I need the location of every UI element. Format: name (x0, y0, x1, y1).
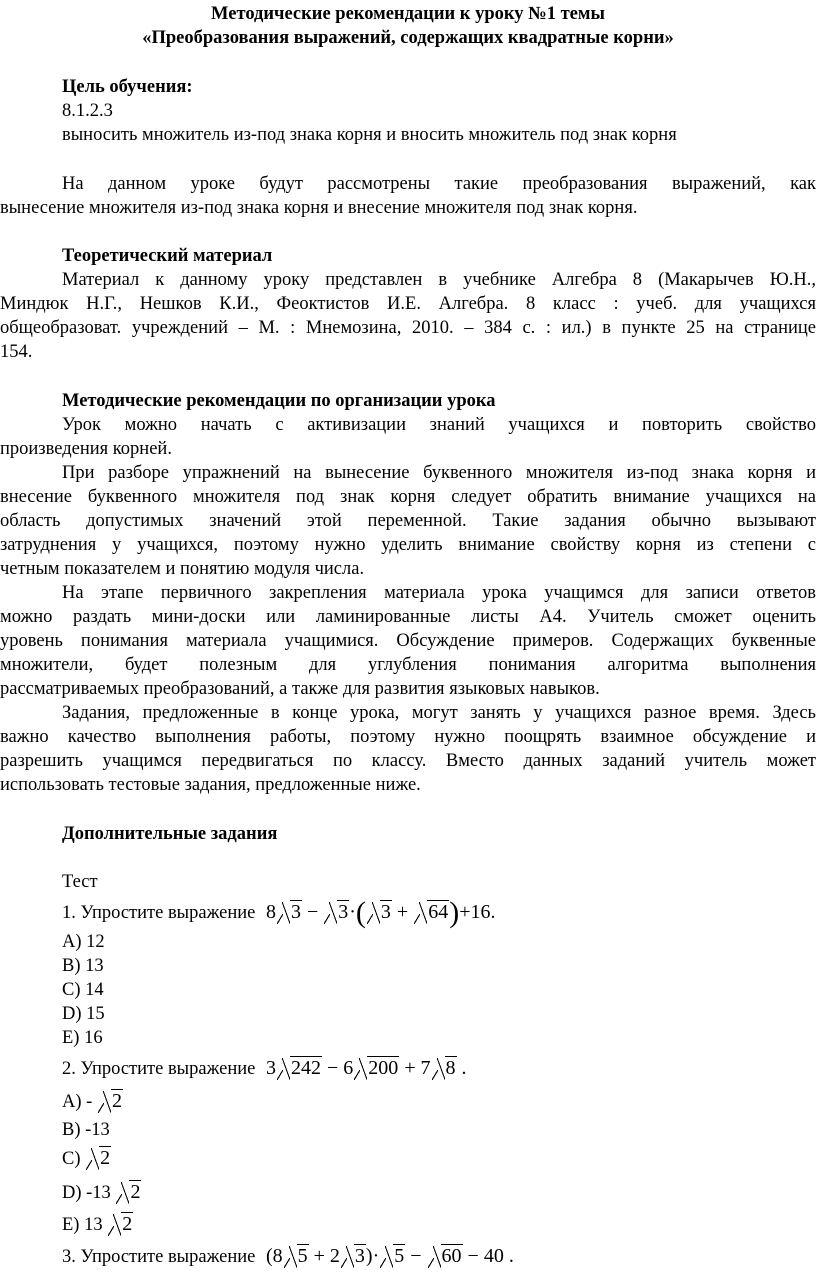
q3-radicand-3: 5 (394, 1245, 405, 1267)
q1-coef: 8 (265, 901, 276, 923)
q2-option-c-radicand: 2 (100, 1147, 111, 1169)
methods-p4-line4: использовать тестовые задания, предложенные ниже. (0, 775, 421, 795)
sqrt-symbol (116, 1180, 141, 1204)
sqrt-symbol (86, 1146, 111, 1170)
q2-option-b (62, 1118, 110, 1142)
theory-line2: Миндюк Н.Г., Нешков К.И., Феоктистов И.Е. Алгебра. 8 класс : учеб. для учащихся (0, 294, 816, 314)
methods-p4-line3: разрешить учащимся передвигаться по классу. Вместо данных заданий учитель может (0, 751, 816, 771)
methods-p3-line2: можно раздать мини-доски или ламинированные листы А4. Учитель сможет оценить (0, 607, 816, 627)
q1-option-d: D) 15 (62, 1004, 105, 1024)
test-label: Тест (62, 872, 98, 892)
q2-option-a-label: A) - (62, 1092, 93, 1112)
goal-code: 8.1.2.3 (62, 101, 113, 121)
q1-rparen: ) (449, 896, 460, 929)
q2-option-a (62, 1089, 123, 1114)
theory-line3: общеобразоват. учреждений – М. : Мнемозина, 2010. – 384 с. : ил.) в пункте 25 на странице (0, 318, 816, 338)
q2-option-d-radicand: 2 (130, 1181, 141, 1203)
q1-option-c: C) 14 (62, 980, 104, 1000)
methods-p2-line4: затруднения у учащихся, поэтому нужно уделить внимание свойству корня из степени с (0, 535, 816, 555)
q1-radicand-3: 3 (380, 901, 391, 923)
sqrt-symbol (414, 900, 449, 924)
question-3 (62, 1244, 514, 1269)
question-2 (62, 1056, 467, 1081)
q3-minus: − (410, 1245, 422, 1267)
sqrt-symbol (341, 1244, 366, 1268)
sqrt-symbol (284, 1244, 309, 1268)
sqrt-symbol (367, 900, 392, 924)
q1-radicand-2: 3 (338, 901, 349, 923)
q3-coef-1: 8 (272, 1245, 283, 1267)
q1-option-b: B) 13 (62, 956, 104, 976)
question-3-expression (266, 1245, 514, 1267)
q1-radicand-1: 3 (290, 901, 301, 923)
q3-plus: + 2 (313, 1245, 340, 1267)
sqrt-symbol (432, 1056, 457, 1080)
intro-line1: На данном уроке будут рассмотрены такие преобразования выражений, как (62, 174, 816, 194)
q2-option-b-label: B) -13 (62, 1120, 110, 1140)
q2-period: . (461, 1057, 467, 1079)
q2-op-2: + 7 (404, 1057, 431, 1079)
q1-option-a: A) 12 (62, 932, 105, 952)
sqrt-symbol (324, 900, 349, 924)
question-1-prefix: 1. Упростите выражение (62, 903, 256, 923)
methods-p2-line1: При разборе упражнений на вынесение буквенного множителя из-под знака корня и (62, 463, 816, 483)
question-2-prefix: 2. Упростите выражение (62, 1059, 256, 1079)
methods-p1-line1: Урок можно начать с активизации знаний учащихся и повторить свойство (62, 415, 816, 435)
theory-line1: Материал к данному уроку представлен в учебнике Алгебра 8 (Макарычев Ю.Н., (62, 270, 816, 290)
doc-title-line2: «Преобразования выражений, содержащих квадратные корни» (142, 28, 674, 48)
q3-tail: − 40 (467, 1245, 504, 1267)
extra-heading: Дополнительные задания (62, 824, 278, 844)
q1-minus: − (306, 901, 319, 923)
q2-option-c (62, 1146, 111, 1171)
q1-radicand-4: 64 (428, 901, 449, 923)
q3-lparen: ( (265, 1245, 273, 1267)
sqrt-symbol (277, 1056, 322, 1080)
question-3-prefix: 3. Упростите выражение (62, 1247, 256, 1267)
sqrt-symbol (354, 1056, 399, 1080)
q3-radicand-2: 3 (354, 1245, 365, 1267)
q2-option-e (62, 1212, 133, 1237)
sqrt-symbol (428, 1244, 463, 1268)
q3-period: . (508, 1245, 514, 1267)
q2-radicand-2: 200 (368, 1057, 399, 1079)
q2-option-e-label: E) 13 (62, 1215, 103, 1235)
q1-period: . (490, 901, 496, 923)
goal-heading: Цель обучения: (62, 77, 193, 97)
question-2-expression (266, 1057, 467, 1079)
methods-p4-line1: Задания, предложенные в конце урока, могут занять у учащихся разное время. Здесь (62, 703, 816, 723)
q3-radicand-1: 5 (297, 1245, 308, 1267)
methods-p3-line5: рассматриваемых преобразований, а также для развития языковых навыков. (0, 679, 600, 699)
q2-radicand-3: 8 (445, 1057, 456, 1079)
methods-p2-line2: внесение буквенного множителя под знак корня следует обратить внимание учащихся на (0, 487, 816, 507)
theory-line4: 154. (0, 342, 33, 362)
q3-dot: · (372, 1245, 380, 1267)
q3-rparen: ) (365, 1245, 373, 1267)
methods-p2-line3: область допустимых значений этой переменной. Такие задания обычно вызывают (0, 511, 816, 531)
q2-option-d (62, 1180, 141, 1205)
q2-radicand-1: 242 (290, 1057, 321, 1079)
q1-plus: + (396, 901, 409, 923)
q1-option-e: E) 16 (62, 1028, 103, 1048)
theory-heading: Теоретический материал (62, 246, 273, 266)
methods-p3-line3: уровень понимания материала учащимися. Обсуждение примеров. Содержащих буквенные (0, 631, 816, 651)
question-1 (62, 896, 496, 929)
methods-p1-line2: произведения корней. (0, 439, 172, 459)
intro-line2: вынесение множителя из-под знака корня и внесение множителя под знак корня. (0, 198, 638, 218)
sqrt-symbol (108, 1212, 133, 1236)
q1-lparen: ( (355, 896, 366, 929)
q2-op-1: − 6 (326, 1057, 354, 1079)
q2-option-e-radicand: 2 (122, 1213, 133, 1235)
sqrt-symbol (98, 1089, 123, 1113)
q2-option-d-label: D) -13 (62, 1183, 111, 1203)
methods-p4-line2: важно качество выполнения работы, поэтому нужно поощрять взаимное обсуждение и (0, 727, 816, 747)
methods-heading: Методические рекомендации по организации урока (62, 391, 496, 411)
sqrt-symbol (277, 900, 302, 924)
q2-coef-1: 3 (265, 1057, 276, 1079)
q2-option-c-label: C) (62, 1149, 81, 1169)
q1-dot: · (349, 901, 356, 923)
sqrt-symbol (380, 1244, 405, 1268)
methods-p2-line5: четным показателем и понятию модуля числа. (0, 559, 365, 579)
q2-option-a-radicand: 2 (111, 1090, 122, 1112)
q3-radicand-4: 60 (441, 1245, 462, 1267)
methods-p3-line4: множители, будет полезным для углубления понимания алгоритма выполнения (0, 655, 816, 675)
q1-tail: +16 (459, 901, 491, 923)
methods-p3-line1: На этапе первичного закрепления материала урока учащимся для записи ответов (62, 583, 816, 603)
doc-title-line1: Методические рекомендации к уроку №1 темы (211, 4, 605, 24)
question-1-expression (265, 896, 496, 929)
goal-text: выносить множитель из-под знака корня и вносить множитель под знак корня (62, 125, 677, 145)
